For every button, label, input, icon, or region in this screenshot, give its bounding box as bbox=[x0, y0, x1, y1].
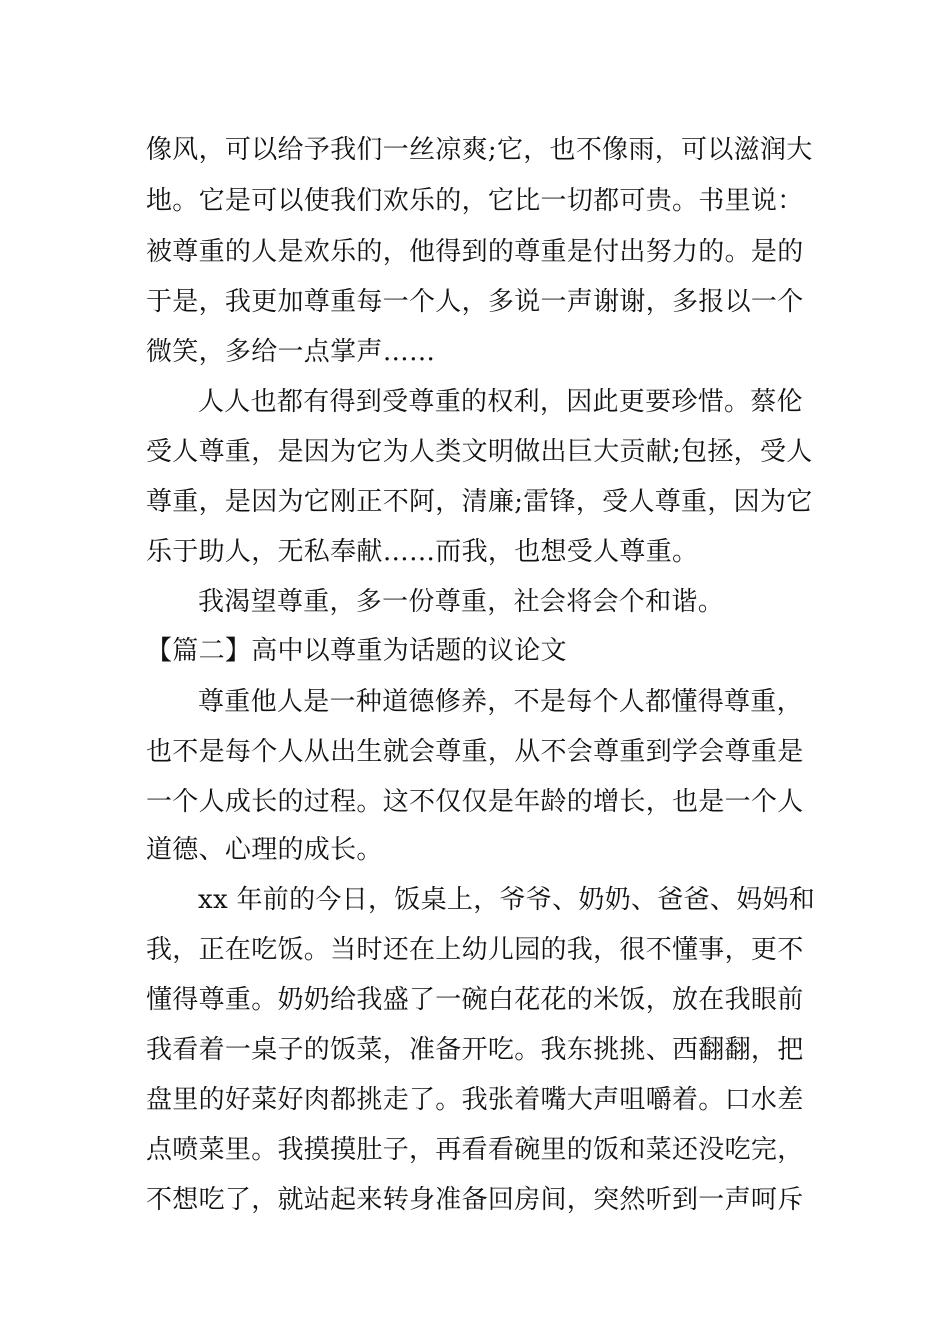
paragraph-start-line: 人人也都有得到受尊重的权利，因此更要珍惜。蔡伦 bbox=[198, 387, 803, 417]
text-line: 地。它是可以使我们欢乐的，它比一切都可贵。书里说： bbox=[146, 186, 804, 216]
paragraph-start-line: 我渴望尊重，多一份尊重，社会将会个和谐。 bbox=[198, 587, 725, 617]
text-line: 不想吃了，就站起来转身准备回房间，突然听到一声呵斥 bbox=[146, 1185, 804, 1215]
text-line: 尊重，是因为它刚正不阿，清廉;雷锋，受人尊重，因为它 bbox=[146, 487, 813, 517]
paragraph-start-line: 尊重他人是一种道德修养，不是每个人都懂得尊重， bbox=[198, 687, 803, 717]
text-line: 懂得尊重。奶奶给我盛了一碗白花花的米饭，放在我眼前 bbox=[146, 985, 804, 1015]
text-line: 我，正在吃饭。当时还在上幼儿园的我，很不懂事，更不 bbox=[146, 935, 804, 965]
text-line: 道德、心理的成长。 bbox=[146, 835, 383, 865]
text-line: 于是，我更加尊重每一个人，多说一声谢谢，多报以一个 bbox=[146, 287, 804, 317]
text-line: 像风，可以给予我们一丝凉爽;它，也不像雨，可以滋润大 bbox=[146, 135, 813, 165]
paragraph-start-line: xx 年前的今日，饭桌上，爷爷、奶奶、爸爸、妈妈和 bbox=[198, 885, 816, 915]
text-line: 也不是每个人从出生就会尊重，从不会尊重到学会尊重是 bbox=[146, 737, 804, 767]
section-heading: 【篇二】高中以尊重为话题的议论文 bbox=[146, 636, 567, 666]
text-line: 受人尊重，是因为它为人类文明做出巨大贡献;包拯，受人 bbox=[146, 437, 813, 467]
text-line: 被尊重的人是欢乐的，他得到的尊重是付出努力的。是的 bbox=[146, 237, 804, 267]
text-line: 一个人成长的过程。这不仅仅是年龄的增长，也是一个人 bbox=[146, 787, 804, 817]
text-line: 微笑，多给一点掌声…… bbox=[146, 337, 436, 367]
text-line: 点喷菜里。我摸摸肚子，再看看碗里的饭和菜还没吃完， bbox=[146, 1135, 804, 1165]
text-line: 乐于助人，无私奉献……而我，也想受人尊重。 bbox=[146, 537, 699, 567]
text-line: 我看着一桌子的饭菜，准备开吃。我东挑挑、西翻翻，把 bbox=[146, 1035, 804, 1065]
text-line: 盘里的好菜好肉都挑走了。我张着嘴大声咀嚼着。口水差 bbox=[146, 1085, 804, 1115]
